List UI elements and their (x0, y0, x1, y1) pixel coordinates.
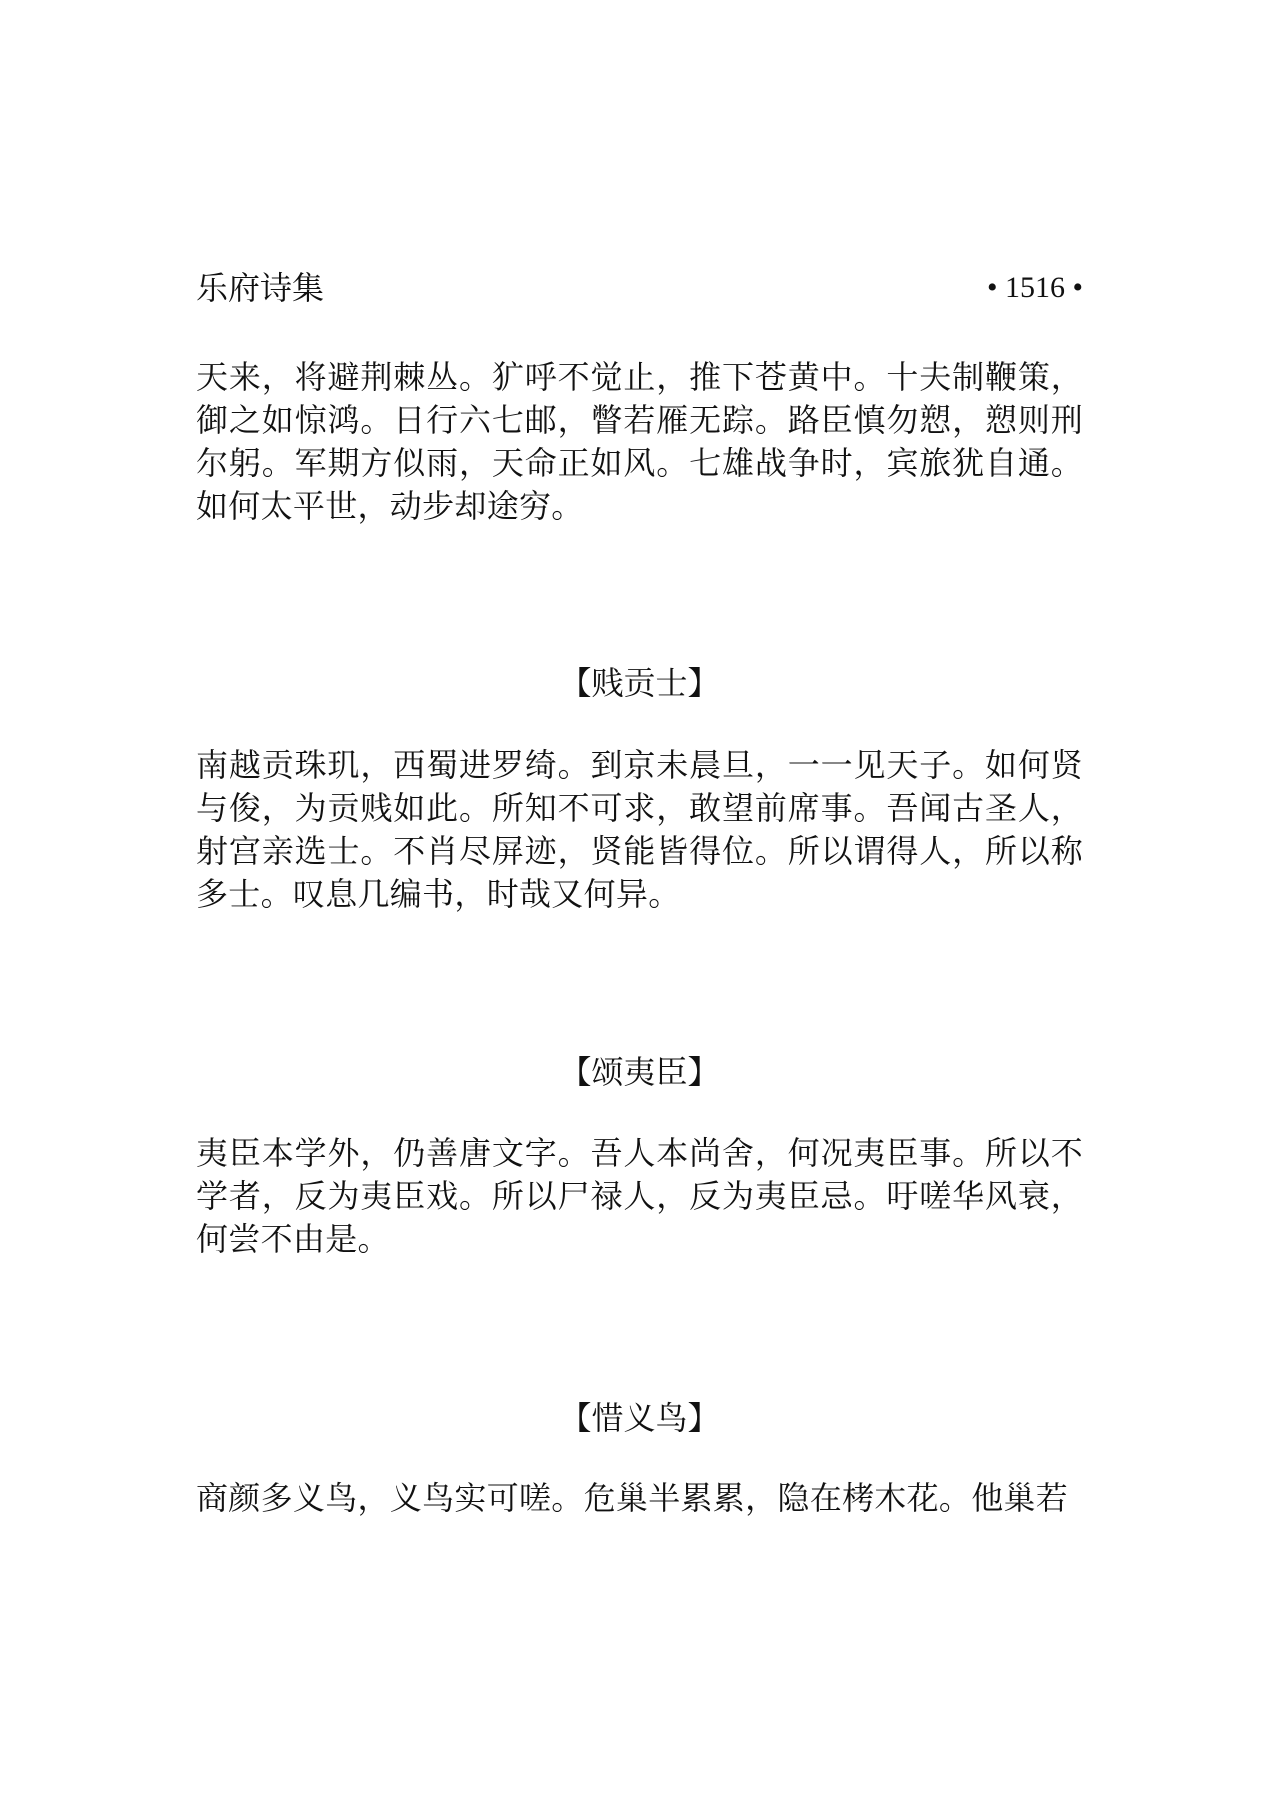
poem-text-continued: 天来，将避荆棘丛。犷呼不觉止，推下苍黄中。十夫制鞭策，御之如惊鸿。日行六七邮，瞥若雁无踪。路臣慎勿愬，愬则刑尔躬。军期方似雨，天命正如风。七雄战争时，宾旅犹自通。如何太平世，动步却途穷。 (196, 358, 1083, 525)
poem-text-jian-gong-shi: 南越贡珠玑，西蜀进罗绮。到京未晨旦，一一见天子。如何贤与俊，为贡贱如此。所知不可求，敢望前席事。吾闻古圣人，射宫亲选士。不肖尽屏迹，贤能皆得位。所以谓得人，所以称多士。叹息几编书，时哉又何异。 (196, 746, 1083, 913)
book-title: 乐府诗集 (196, 269, 325, 307)
page-number: • 1516 • (986, 271, 1083, 304)
poem-title-xi-yi-niao: 【惜义鸟】 (559, 1399, 720, 1437)
poem-text-song-yi-chen: 夷臣本学外，仍善唐文字。吾人本尚舍，何况夷臣事。所以不学者，反为夷臣戏。所以尸禄人，反为夷臣忌。吁嗟华风衰，何尝不由是。 (196, 1134, 1083, 1258)
poem-text-xi-yi-niao: 商颜多义鸟，义鸟实可嗟。危巢半累累，隐在栲木花。他巢若 (196, 1479, 1069, 1517)
poem-title-song-yi-chen: 【颂夷臣】 (559, 1053, 720, 1091)
poem-title-jian-gong-shi: 【贱贡士】 (559, 664, 720, 702)
page-header (196, 268, 1083, 308)
